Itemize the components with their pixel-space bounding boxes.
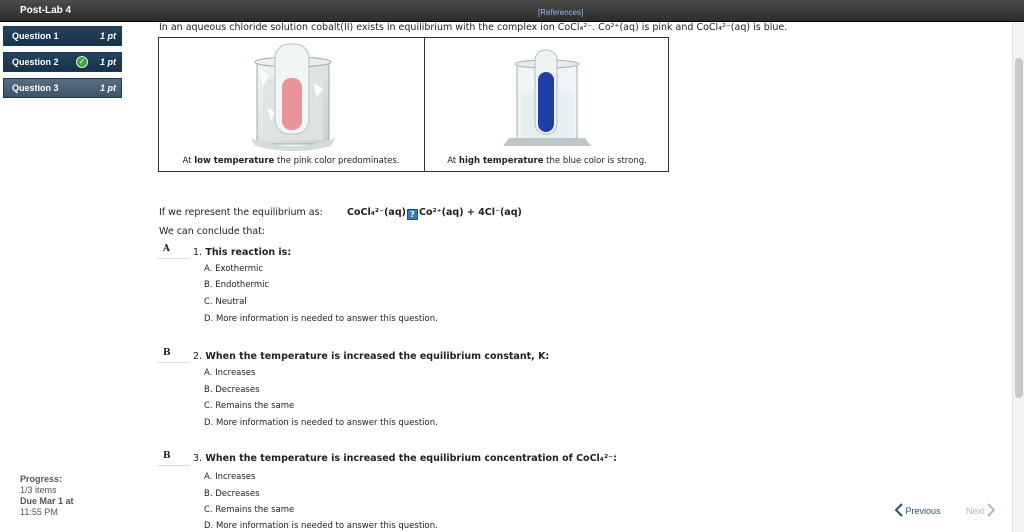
question-tab-label: Question 3: [12, 83, 59, 93]
subquestion-1-option: D. More information is needed to answer this question.: [204, 314, 438, 324]
subquestion-1-option: C. Neutral: [204, 297, 247, 307]
question-tab-points: 1 pt: [99, 83, 116, 93]
beaker-ice-pink-image: [159, 38, 423, 153]
answer-box-1[interactable]: A: [158, 244, 190, 259]
chevron-right-icon: [987, 503, 995, 517]
equilibrium-equation: CoCl₄²⁻(aq) ? Co²⁺(aq) + 4Cl⁻(aq): [347, 207, 522, 219]
progress-label: Progress:: [20, 474, 63, 484]
subquestion-3-text: 3. When the temperature is increased the equilibrium concentration of CoCl₄²⁻:: [193, 453, 617, 464]
subquestion-2-option: B. Decreases: [204, 385, 260, 395]
subquestion-3-option: C. Remains the same: [204, 505, 295, 515]
question-tab-label: Question 1: [12, 31, 59, 41]
subquestion-1-option: B. Endothermic: [204, 280, 270, 290]
next-label: Next: [966, 506, 985, 516]
subquestion-2-option: C. Remains the same: [204, 401, 295, 411]
subquestion-2-option: D. More information is needed to answer this question.: [204, 418, 438, 428]
question-tab-label: Question 2: [12, 57, 59, 67]
question-tab-points: 1 pt: [99, 57, 116, 67]
question-tab-3[interactable]: [3, 78, 122, 98]
question-sidebar: [0, 22, 123, 532]
figure-cell-high-temp: [424, 38, 669, 171]
previous-label: Previous: [905, 506, 941, 516]
next-button[interactable]: [966, 503, 995, 517]
references-link[interactable]: [References]: [538, 8, 584, 17]
due-time: 11:55 PM: [20, 507, 58, 517]
chevron-left-icon: [895, 503, 903, 517]
answer-box-3[interactable]: B: [158, 451, 190, 466]
question-tab-2[interactable]: [3, 52, 122, 72]
beaker-hot-blue-image: [425, 38, 669, 153]
conclude-text: We can conclude that:: [159, 226, 266, 237]
figure-table: [158, 37, 669, 172]
previous-button[interactable]: [895, 503, 941, 517]
top-bar: [0, 0, 1024, 22]
subquestion-2-option: A. Increases: [204, 368, 256, 378]
subquestion-3-option: B. Decreases: [204, 489, 260, 499]
progress-panel: [20, 474, 74, 518]
question-tab-points: 1 pt: [99, 31, 116, 41]
subquestion-1-option: A. Exothermic: [204, 264, 264, 274]
represent-prefix: If we represent the equilibrium as:: [159, 207, 323, 218]
subquestion-3-option: D. More information is needed to answer this question.: [204, 521, 438, 531]
subquestion-3-option: A. Increases: [204, 472, 256, 482]
question-tab-1[interactable]: [3, 26, 122, 46]
subquestion-2-text: 2. When the temperature is increased the equilibrium constant, K:: [193, 351, 550, 362]
equilibrium-statement: [159, 207, 522, 219]
answer-box-2[interactable]: B: [158, 348, 190, 363]
vertical-scrollbar[interactable]: [1012, 22, 1024, 532]
scrollbar-thumb[interactable]: [1015, 58, 1023, 398]
question-intro: In an aqueous chloride solution cobalt(II) exists in equilibrium with the complex ion CoCl₄²⁻. Co²⁺(aq) is pink and CoCl₄²⁻(aq) is blue.: [159, 22, 788, 33]
check-icon: ✓: [76, 56, 88, 68]
subquestion-1-text: 1. This reaction is:: [193, 247, 292, 258]
figure-caption-high: At high temperature the blue color is strong.: [447, 156, 647, 166]
equilibrium-arrow-icon: ?: [407, 209, 418, 220]
assignment-title: Post-Lab 4: [20, 5, 72, 16]
progress-value: 1/3 items: [20, 485, 57, 495]
due-label: Due Mar 1 at: [20, 496, 74, 506]
figure-cell-low-temp: [159, 38, 423, 171]
figure-caption-low: At low temperature the pink color predominates.: [182, 156, 400, 166]
